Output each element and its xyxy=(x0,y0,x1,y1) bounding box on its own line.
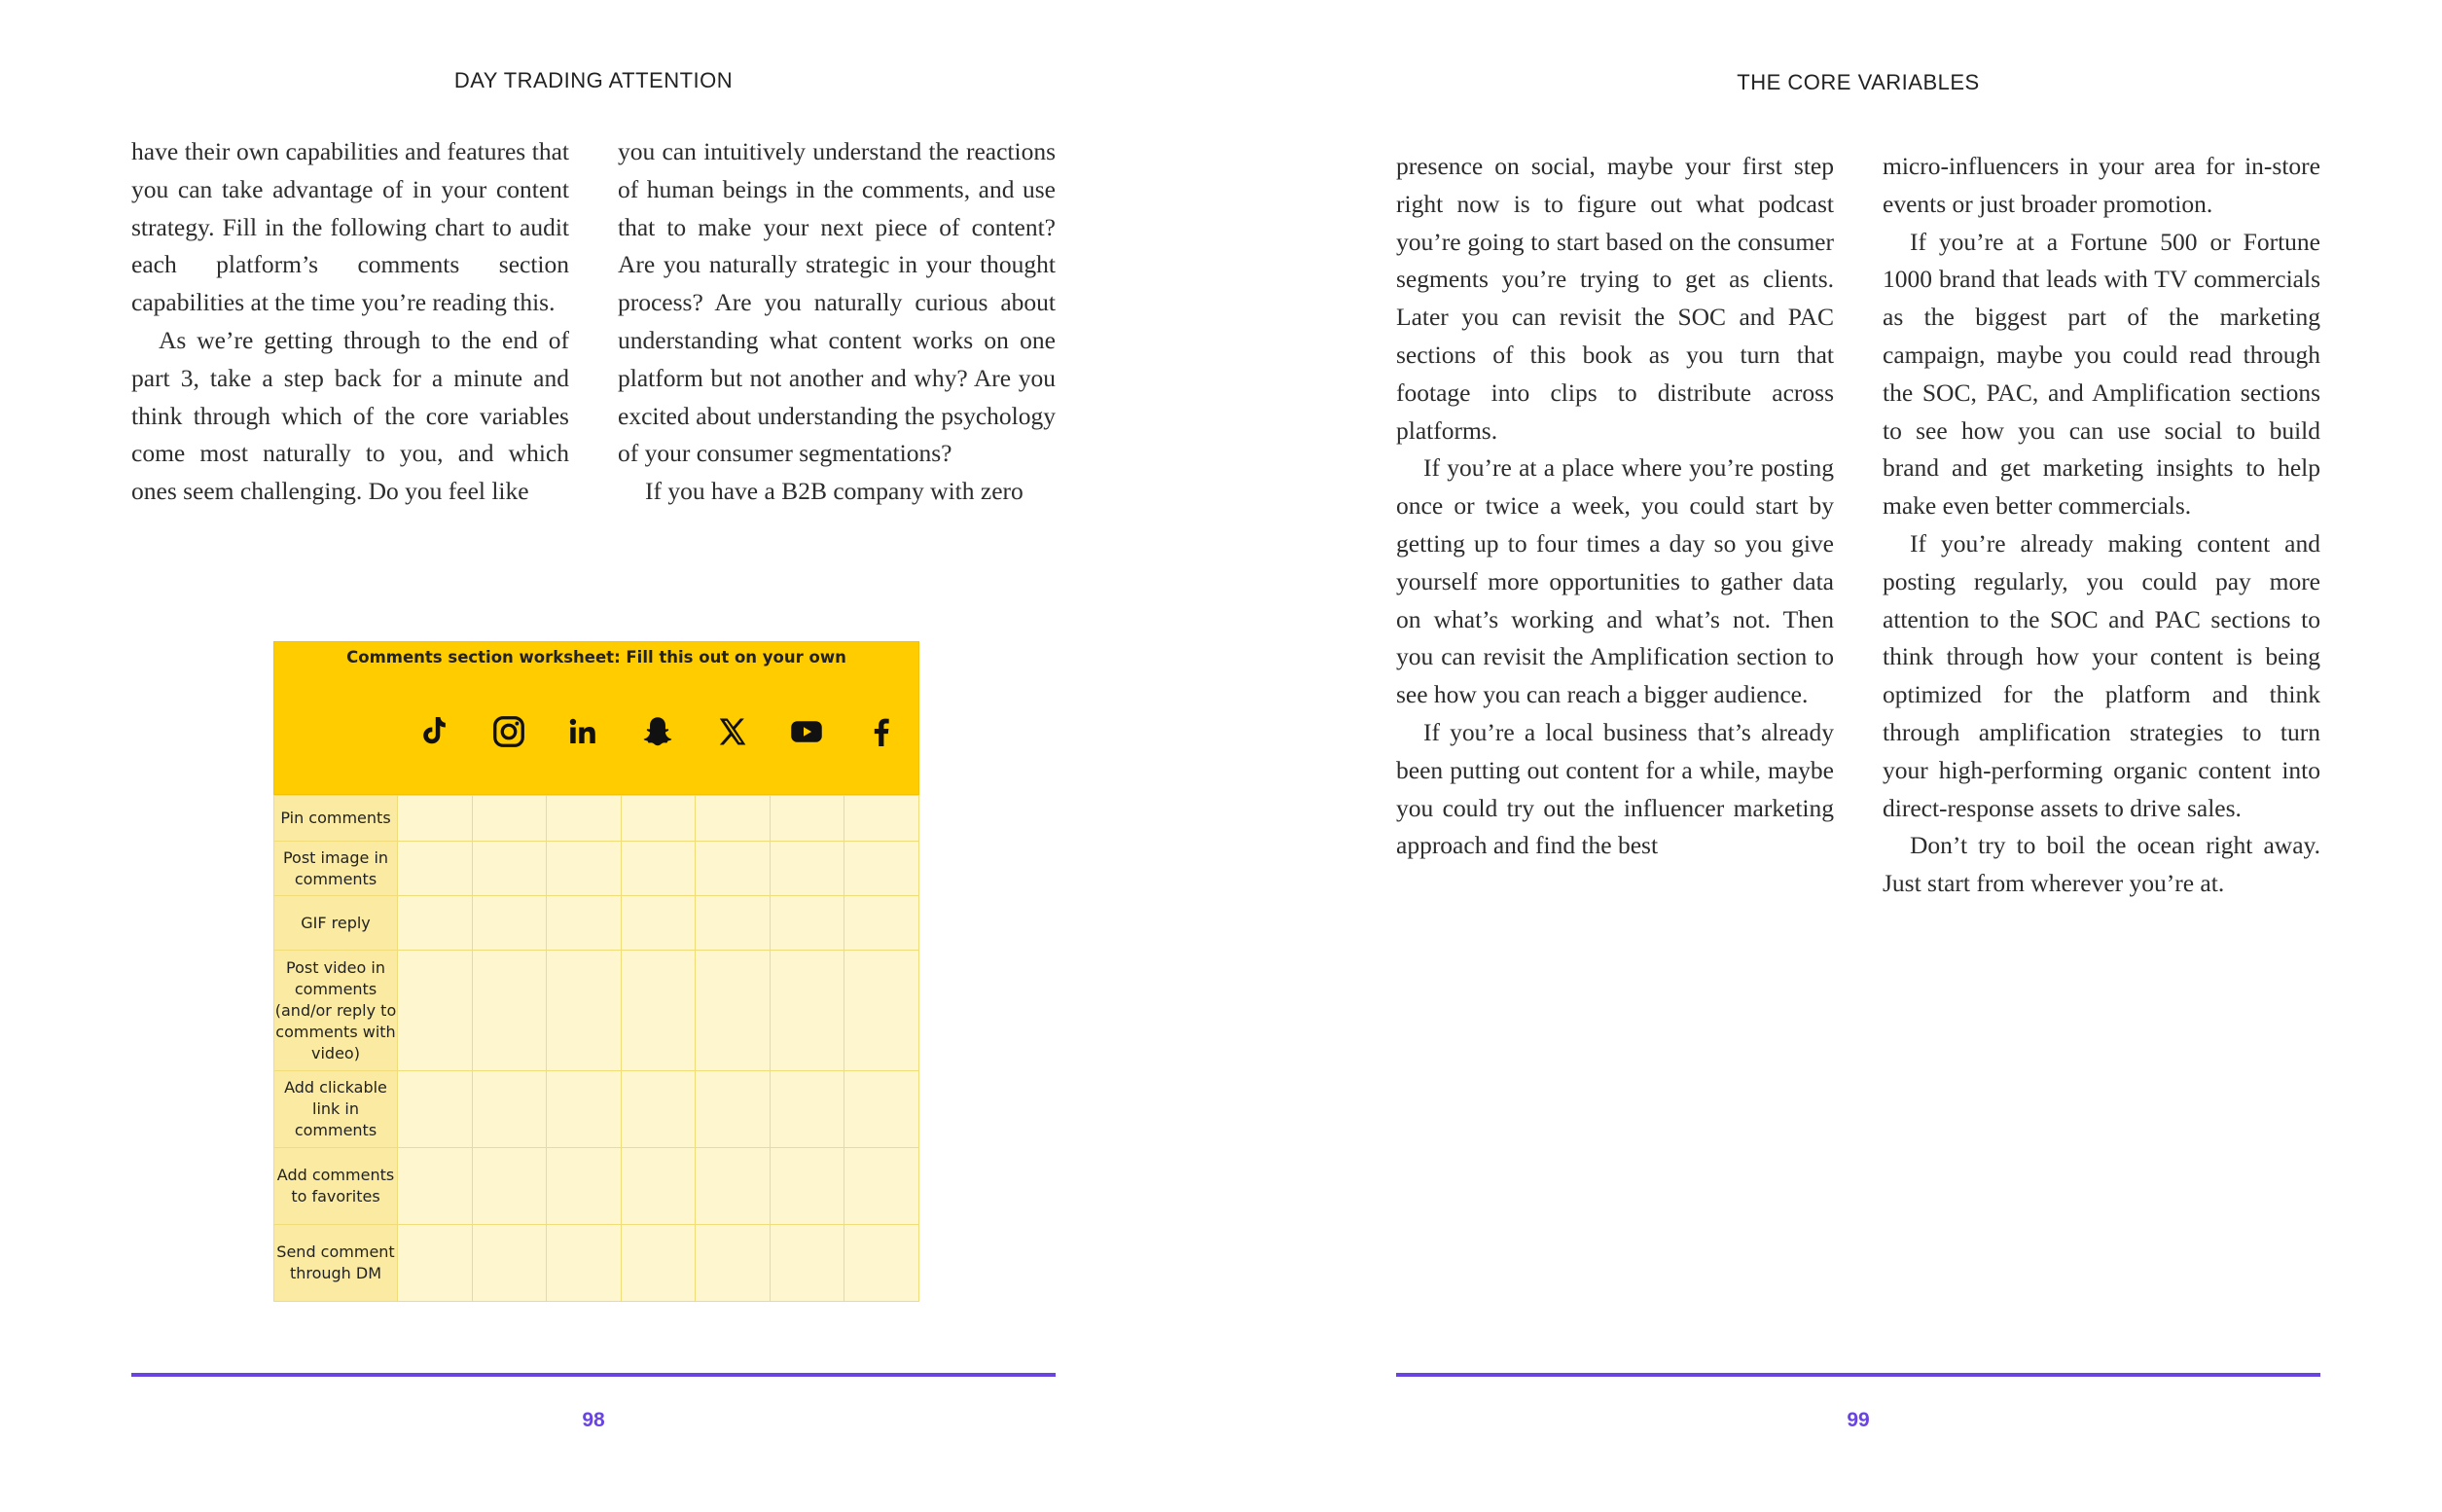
row-label: Pin comments xyxy=(274,796,398,842)
table-row xyxy=(274,796,919,842)
row-label: Post video in comments (and/or reply to comments with video) xyxy=(274,951,398,1071)
checkbox-cell[interactable] xyxy=(621,1225,696,1302)
checkbox-cell[interactable] xyxy=(770,1225,844,1302)
checkbox-cell[interactable] xyxy=(547,842,622,896)
paragraph: If you’re at a place where you’re posting once or twice a week, you could start by getting up to four times a day so you give yourself more opportunities to gather data on what’s working and what’s not. Then you can revisit the Amplification section to see how you can reach a bigger audience. xyxy=(1396,453,1834,709)
checkbox-cell[interactable] xyxy=(547,796,622,842)
paragraph: presence on social, maybe your first step right now is to figure out what podcast you’re going to start based on the consumer segments you’re trying to get as clients. Later you can revisit the SOC and PAC sections of this book as you turn that footage into clips to distribute across platforms. xyxy=(1396,152,1834,445)
table-row xyxy=(274,951,919,1071)
checkbox-cell[interactable] xyxy=(621,896,696,951)
checkbox-cell[interactable] xyxy=(844,1148,919,1225)
checkbox-cell[interactable] xyxy=(547,1225,622,1302)
page-number-left: 98 xyxy=(582,1409,605,1431)
paragraph: micro-influencers in your area for in-store events or just broader promotion. xyxy=(1883,152,2320,218)
checkbox-cell[interactable] xyxy=(398,1071,473,1148)
paragraph: If you’re a local business that’s already been putting out content for a while, maybe you could try out the influencer marketing approach and find the best xyxy=(1396,717,1834,860)
checkbox-cell[interactable] xyxy=(696,1071,771,1148)
checkbox-cell[interactable] xyxy=(621,1071,696,1148)
checkbox-cell[interactable] xyxy=(770,951,844,1071)
table-row xyxy=(274,842,919,896)
page-number-right: 99 xyxy=(1847,1409,1870,1431)
checkbox-cell[interactable] xyxy=(472,842,547,896)
checkbox-cell[interactable] xyxy=(398,951,473,1071)
checkbox-cell[interactable] xyxy=(547,1071,622,1148)
checkbox-cell[interactable] xyxy=(621,842,696,896)
checkbox-cell[interactable] xyxy=(472,796,547,842)
checkbox-cell[interactable] xyxy=(398,796,473,842)
left-column-1 xyxy=(131,133,569,511)
checkbox-cell[interactable] xyxy=(696,1225,771,1302)
paragraph: If you have a B2B company with zero xyxy=(645,477,1023,506)
row-label: Add comments to favorites xyxy=(274,1148,398,1225)
checkbox-cell[interactable] xyxy=(844,796,919,842)
table-row xyxy=(274,1225,919,1302)
running-head-left: DAY TRADING ATTENTION xyxy=(453,68,734,92)
checkbox-cell[interactable] xyxy=(547,1148,622,1225)
checkbox-cell[interactable] xyxy=(696,896,771,951)
checkbox-cell[interactable] xyxy=(621,796,696,842)
checkbox-cell[interactable] xyxy=(621,1148,696,1225)
checkbox-cell[interactable] xyxy=(844,1225,919,1302)
checkbox-cell[interactable] xyxy=(770,1148,844,1225)
right-page xyxy=(1221,0,2442,1512)
linkedin-icon xyxy=(546,704,621,759)
row-label: Add clickable link in comments xyxy=(274,1071,398,1148)
right-column-2 xyxy=(1883,148,2320,903)
checkbox-cell[interactable] xyxy=(547,951,622,1071)
paragraph: Don’t try to boil the ocean right away. Just start from wherever you’re at. xyxy=(1883,831,2320,898)
paragraph: you can intuitively understand the reactions of human beings in the comments, and use that to make your next piece of content? Are you naturally strategic in your thought process? Are you naturally curious about understanding what content works on one platform but not another and why? Are you excited about understanding the psychology of your consumer segmentations? xyxy=(618,137,1056,468)
checkbox-cell[interactable] xyxy=(696,951,771,1071)
left-column-2 xyxy=(618,133,1056,511)
checkbox-cell[interactable] xyxy=(696,796,771,842)
checkbox-cell[interactable] xyxy=(844,1071,919,1148)
running-head-right: THE CORE VARIABLES xyxy=(1737,70,1980,94)
checkbox-cell[interactable] xyxy=(472,951,547,1071)
row-label: Post image in comments xyxy=(274,842,398,896)
checkbox-cell[interactable] xyxy=(844,951,919,1071)
paragraph: If you’re at a Fortune 500 or Fortune 1000 brand that leads with TV commercials as the biggest part of the marketing campaign, maybe you could read through the SOC, PAC, and Amplification sections to see how you can use social to build brand and get marketing insights to help make even better commercials. xyxy=(1883,227,2320,521)
checkbox-cell[interactable] xyxy=(398,896,473,951)
worksheet-header xyxy=(273,641,919,795)
facebook-icon xyxy=(844,704,918,759)
paragraph: have their own capabilities and features that you can take advantage of in your content strategy. Fill in the following chart to audit each platform’s comments section capabilities at the time you’re reading this. xyxy=(131,137,569,317)
row-label: GIF reply xyxy=(274,896,398,951)
right-column-1 xyxy=(1396,148,1834,865)
snapchat-icon xyxy=(621,704,696,759)
checkbox-cell[interactable] xyxy=(472,1225,547,1302)
checkbox-cell[interactable] xyxy=(472,896,547,951)
checkbox-cell[interactable] xyxy=(696,1148,771,1225)
checkbox-cell[interactable] xyxy=(398,1148,473,1225)
checkbox-cell[interactable] xyxy=(398,842,473,896)
tiktok-icon xyxy=(397,704,472,759)
checkbox-cell[interactable] xyxy=(770,896,844,951)
checkbox-cell[interactable] xyxy=(770,796,844,842)
table-row xyxy=(274,1148,919,1225)
checkbox-cell[interactable] xyxy=(770,842,844,896)
checkbox-cell[interactable] xyxy=(472,1148,547,1225)
youtube-icon xyxy=(770,704,844,759)
checkbox-cell[interactable] xyxy=(472,1071,547,1148)
footer-rule-left xyxy=(131,1373,1056,1377)
checkbox-cell[interactable] xyxy=(547,896,622,951)
checkbox-cell[interactable] xyxy=(770,1071,844,1148)
checkbox-cell[interactable] xyxy=(398,1225,473,1302)
paragraph: If you’re already making content and posting regularly, you could pay more attention to the SOC and PAC sections to think through how your content is being optimized for the platform and think through amplification strategies to turn your high-performing organic content into direct-response assets to drive sales. xyxy=(1883,528,2320,822)
instagram-icon xyxy=(472,704,547,759)
worksheet-title: Comments section worksheet: Fill this out on your own xyxy=(346,648,846,666)
worksheet-grid xyxy=(273,795,919,1302)
row-label: Send comment through DM xyxy=(274,1225,398,1302)
checkbox-cell[interactable] xyxy=(844,842,919,896)
x-icon xyxy=(695,704,770,759)
platform-icons xyxy=(397,704,918,759)
checkbox-cell[interactable] xyxy=(844,896,919,951)
footer-rule-right xyxy=(1396,1373,2320,1377)
comments-worksheet xyxy=(273,641,919,1302)
checkbox-cell[interactable] xyxy=(696,842,771,896)
paragraph: As we’re getting through to the end of part 3, take a step back for a minute and think through which of the core variables come most naturally to you, and which ones seem challenging. Do you feel like xyxy=(131,325,569,506)
table-row xyxy=(274,896,919,951)
table-row xyxy=(274,1071,919,1148)
checkbox-cell[interactable] xyxy=(621,951,696,1071)
